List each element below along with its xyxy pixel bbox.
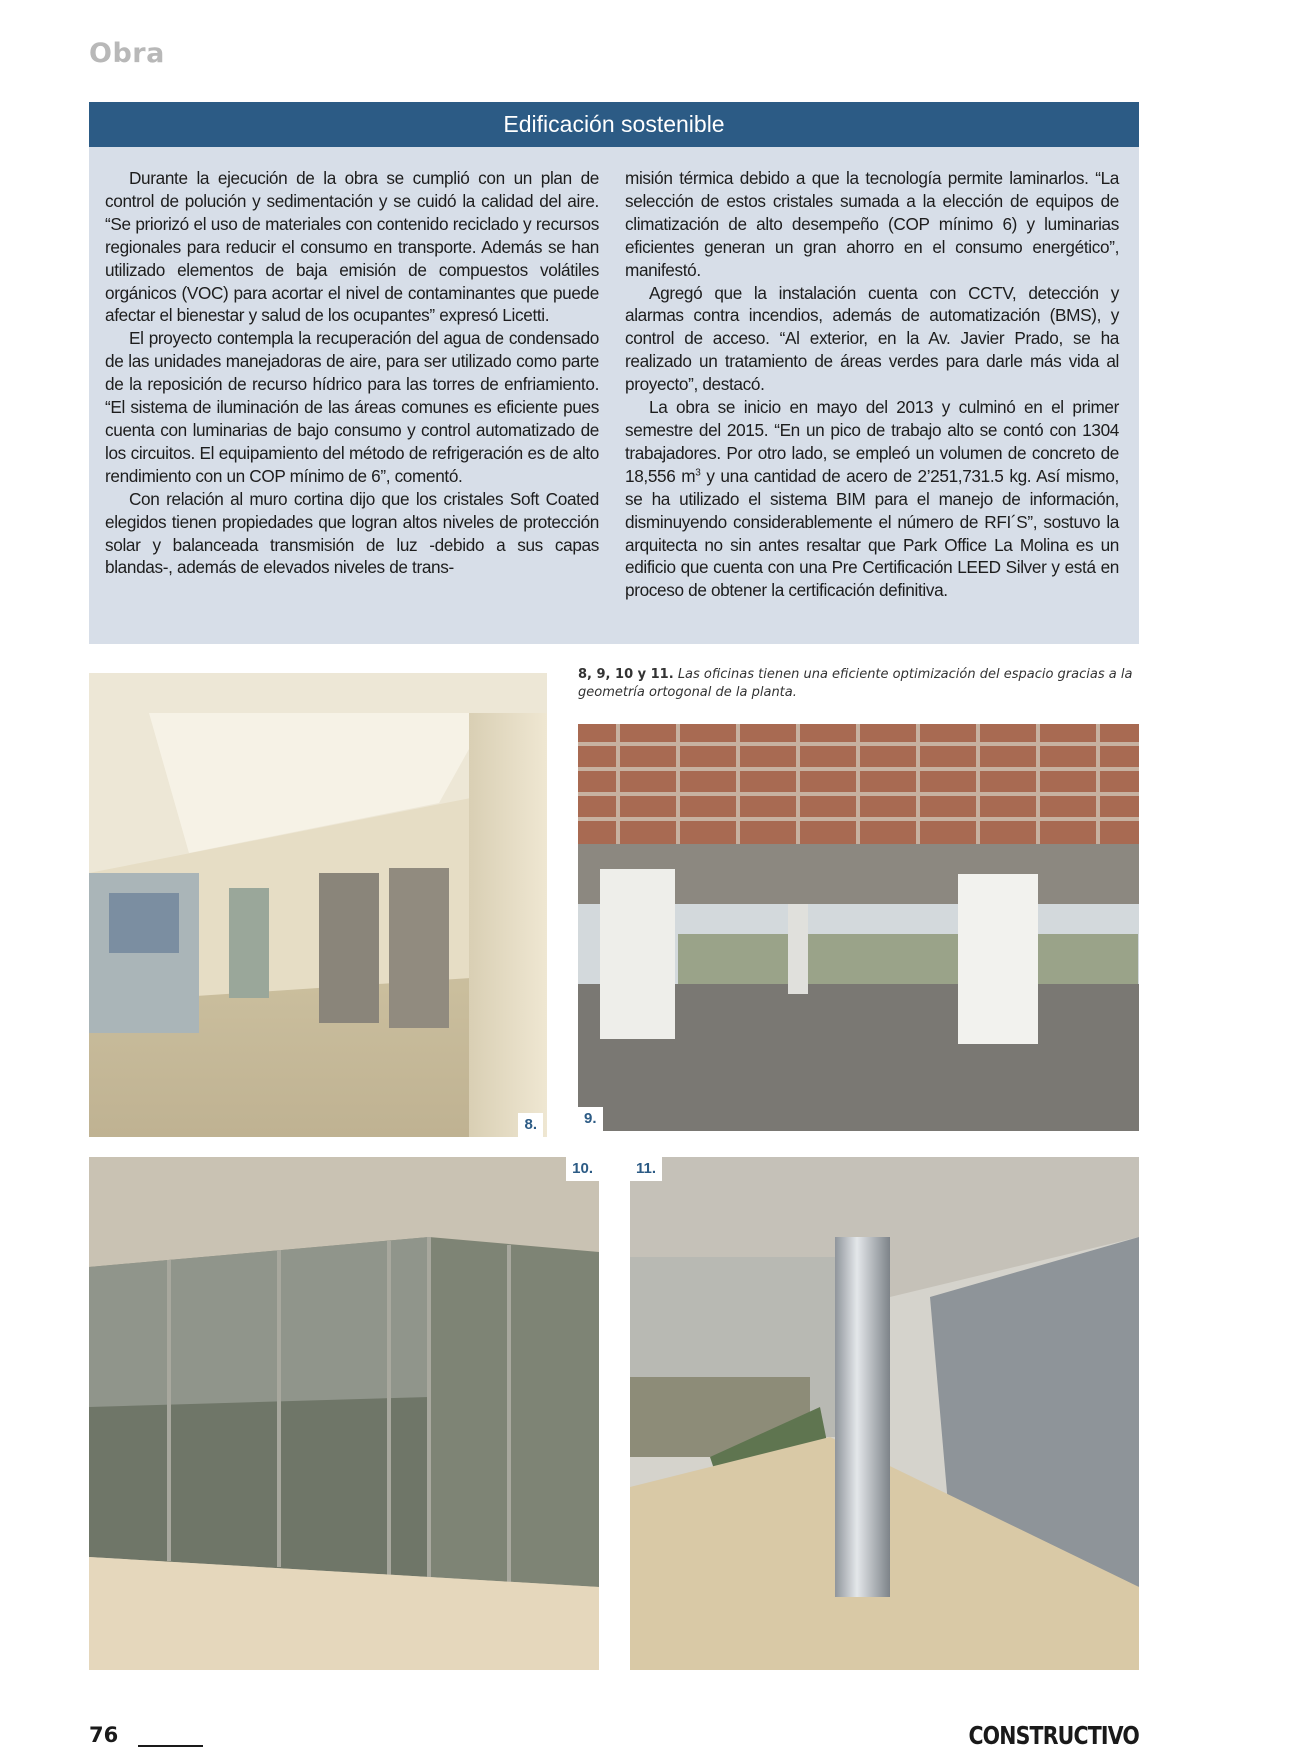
photo-number: 8. — [518, 1113, 543, 1137]
photo-glass-corner — [89, 1157, 599, 1670]
caption-text: Las oficinas tienen una eficiente optimización del espacio gracias a la geometría ortogonal de la planta. — [578, 667, 1133, 700]
box-left-column — [105, 167, 599, 579]
sidebar-box — [89, 102, 1139, 644]
photo-number: 9. — [578, 1107, 603, 1131]
footer-rule — [138, 1745, 203, 1747]
box-paragraph: Agregó que la instalación cuenta con CCTV, detección y alarmas contra incendios, además de automatización (BMS), y control de acceso. “Al exterior, en la Av. Javier Prado, se ha realizado un tratamiento de áreas verdes para darle más vida al proyecto”, destacó. — [625, 282, 1119, 395]
photo-open-floor — [578, 724, 1139, 1131]
box-title: Edificación sostenible — [89, 102, 1139, 147]
photo-terrace-column — [630, 1157, 1139, 1670]
magazine-brand: CONSTRUCTIVO — [968, 1721, 1139, 1750]
caption-numbers: 8, 9, 10 y 11. — [578, 667, 674, 682]
photo-number: 11. — [630, 1157, 662, 1181]
photo-caption — [578, 666, 1138, 702]
box-paragraph: El proyecto contempla la recuperación del agua de condensado de las unidades manejadoras de aire, para ser utilizado como parte de la reposición de recurso hídrico para las torres de enfriamiento. “El sistema de iluminación de las áreas comunes es eficiente pues cuenta con luminarias de bajo consumo y control automatizado de los circuitos. El equipamiento del método de refrigeración es de alto rendimiento con un COP mínimo de 6”, comentó. — [105, 328, 599, 486]
box-paragraph: Durante la ejecución de la obra se cumplió con un plan de control de polución y sedimentación y se cuidó la calidad del aire. “Se priorizó el uso de materiales con contenido reciclado y recursos regionales para reducir el consumo en transporte. Además se han utilizado elementos de baja emisión de compuestos volátiles orgánicos (VOC) para acortar el nivel de contaminantes que puede afectar el bienestar y salud de los ocupantes” expresó Licetti. — [105, 168, 599, 326]
photo-number: 10. — [566, 1157, 599, 1181]
photo-elevator-lobby — [89, 673, 547, 1137]
box-paragraph: La obra se inicio en mayo del 2013 y culminó en el primer semestre del 2015. “En un pico de trabajo alto se contó con 1304 trabajadores. Por otro lado, se empleó un volumen de concreto de 18,556 $m^3$ y una cantidad de acero de 2’251,731.5 kg. Así mismo, se ha utilizado el sistema BIM para el manejo de información, disminuyendo considerablemente el número de RFI´S”, sostuvo la arquitecta no sin antes resaltar que Park Office La Molina es un edificio que cuenta con una Pre Certificación LEED Silver y está en proceso de obtener la certificación definitiva. — [625, 397, 1119, 601]
box-paragraph: Con relación al muro cortina dijo que los cristales Soft Coated elegidos tienen propiedades que logran altos niveles de protección solar y balanceada transmisión de luz -debido a sus capas blandas-, además de elevados niveles de trans- — [105, 488, 599, 578]
box-right-column — [625, 167, 1119, 602]
box-paragraph: misión térmica debido a que la tecnología permite laminarlos. “La selección de estos cristales sumada a la elección de equipos de climatización de alto desempeño (COP mínimo 6) y luminarias eficientes generan un gran ahorro en el consumo energético”, manifestó. — [625, 168, 1119, 280]
page-number: 76 — [89, 1723, 119, 1747]
section-label: Obra — [89, 38, 165, 69]
